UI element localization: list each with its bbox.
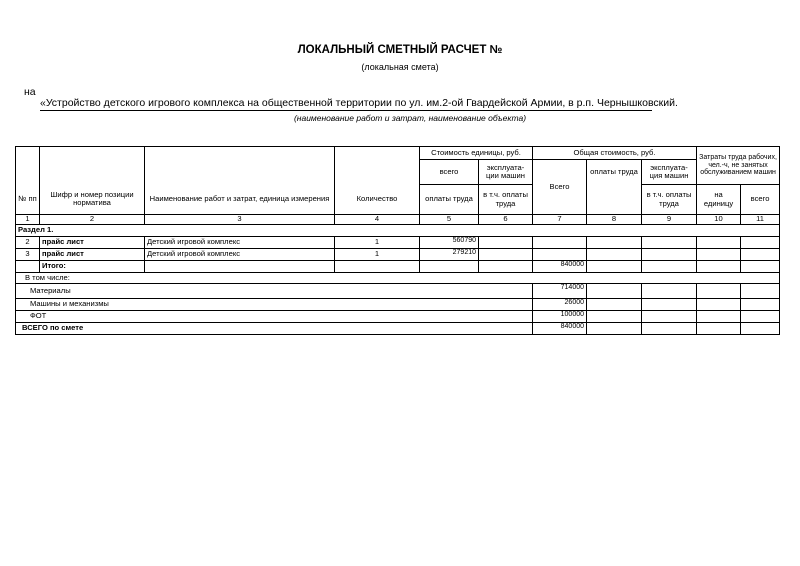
header-unit-cost: Стоимость единицы, руб. [420,147,533,160]
col-number: 1 [16,215,40,225]
row-num: 3 [16,249,40,261]
header-per-unit: на единицу [697,185,741,215]
header-oplaty-truda-total: оплаты труда [587,160,642,215]
header-oplaty-truda: оплаты труда [420,185,479,215]
itogo-label: Итого: [40,261,145,273]
itogo-row [16,261,780,273]
row-qty: 1 [335,237,420,249]
breakdown-value: 714000 [533,284,587,299]
breakdown-label: ФОТ [16,311,533,323]
col-number: 4 [335,215,420,225]
row-code: прайс лист [40,249,145,261]
breakdown-row [16,284,780,299]
row-name: Детский игровой комплекс [145,237,335,249]
breakdown-value: 100000 [533,311,587,323]
header-total-cost: Общая стоимость, руб. [533,147,697,160]
table-row [16,237,780,249]
total-label: ВСЕГО по смете [16,323,533,335]
col-number: 3 [145,215,335,225]
header-expl-machines-total: эксплуата-ция машин [642,160,697,185]
col-number: 10 [697,215,741,225]
header-qty-text: Количество [335,185,420,215]
col-number: 5 [420,215,479,225]
header-qty [335,147,420,185]
header-labor-vsego: всего [741,185,780,215]
header-expl-machines: эксплуата-ции машин [479,160,533,185]
header-vsego: всего [420,160,479,185]
header-code-text: Шифр и номер позиции норматива [40,185,145,215]
header-num-text: № пп [16,185,40,215]
row-qty: 1 [335,249,420,261]
breakdown-value: 26000 [533,299,587,311]
total-value: 840000 [533,323,587,335]
estimate-table [15,146,780,335]
itogo-value: 840000 [533,261,587,273]
breakdown-label: Машины и механизмы [16,299,533,311]
col-number: 9 [642,215,697,225]
breakdown-label: Материалы [16,284,533,299]
breakdown-row [16,311,780,323]
row-num: 2 [16,237,40,249]
header-labor: Затраты труда рабочих, чел.-ч, не занятых обслуживанием машин [697,147,780,185]
total-row [16,323,780,335]
header-name [145,147,335,185]
breakdown-row [16,299,780,311]
document-subtitle: (локальная смета) [361,62,439,72]
col-number: 11 [741,215,780,225]
row-code: прайс лист [40,237,145,249]
header-code [40,147,145,185]
row-unit-cost: 560790 [420,237,479,249]
col-number: 7 [533,215,587,225]
header-vsego-cap: Всего [533,160,587,215]
header-num [16,147,40,185]
table-row [16,249,780,261]
column-numbers-row [16,215,780,225]
header-name-text: Наименование работ и затрат, единица измерения [145,185,335,215]
row-unit-cost: 279210 [420,249,479,261]
col-number: 2 [40,215,145,225]
col-number: 8 [587,215,642,225]
document-title: ЛОКАЛЬНЫЙ СМЕТНЫЙ РАСЧЕТ № [297,44,503,56]
header-incl-oplaty: в т.ч. оплаты труда [479,185,533,215]
section-row [16,225,780,237]
row-name: Детский игровой комплекс [145,249,335,261]
v-tom-chisle-row [16,273,780,284]
section-title: Раздел 1. [16,225,780,237]
header-incl-oplaty-total: в т.ч. оплаты труда [642,185,697,215]
object-note: (наименование работ и затрат, наименование объекта) [293,113,527,123]
object-name: «Устройство детского игрового комплекса на общественной территории по ул. им.2-ой Гвардейской Армии, в р.п. Чернышковский. [40,97,678,109]
na-label: на [24,86,36,98]
v-tom-chisle-label: В том числе: [16,273,780,284]
col-number: 6 [479,215,533,225]
